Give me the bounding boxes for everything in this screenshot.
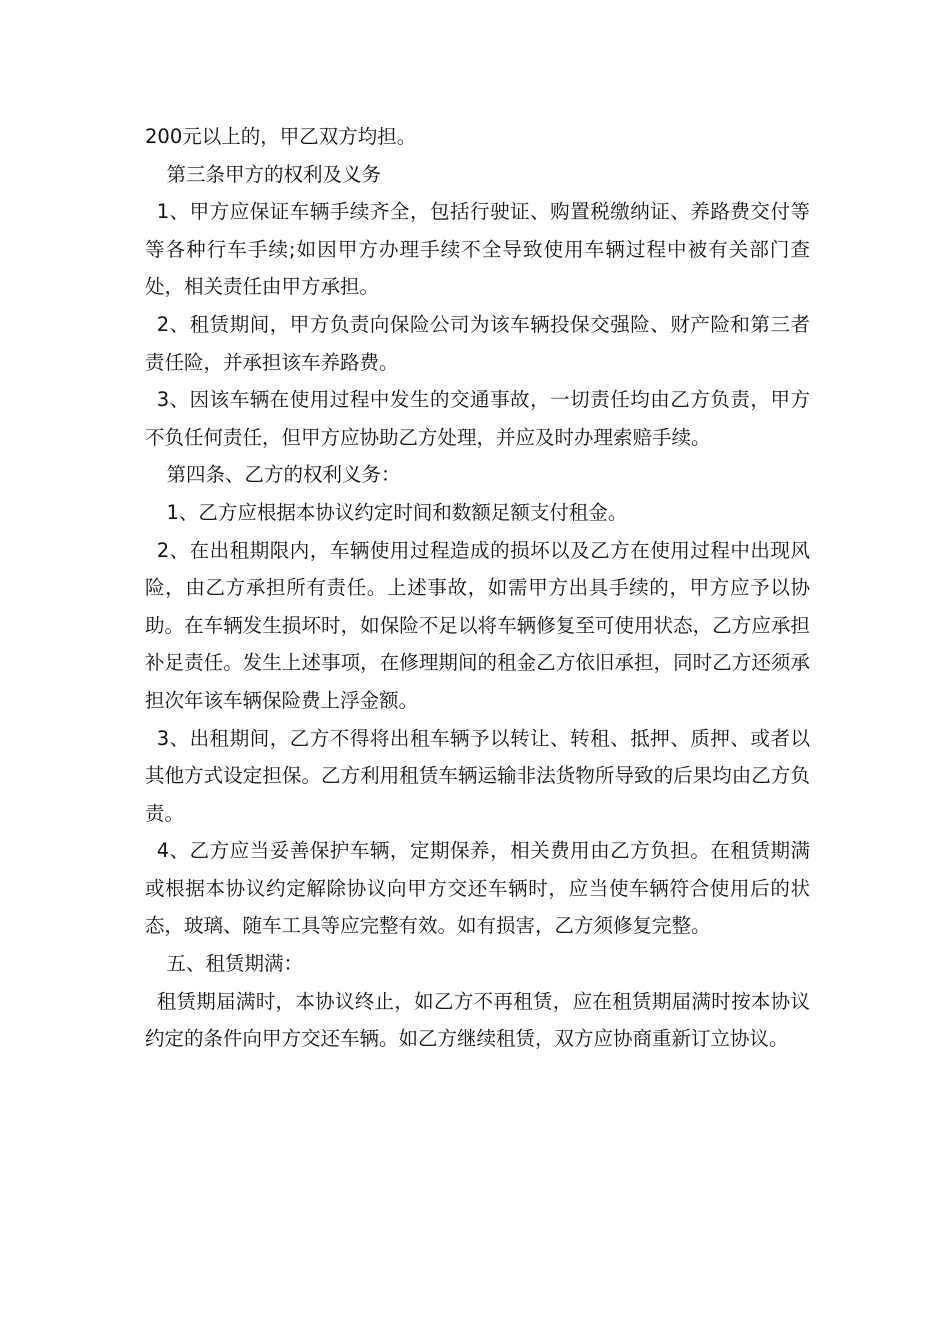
paragraph-article-5-body: 租赁期届满时，本协议终止，如乙方不再租赁，应在租赁期届满时按本协议约定的条件向甲方交还车辆。如乙方继续租赁，双方应协商重新订立协议。 <box>145 989 810 1051</box>
heading-article-4: 第四条、乙方的权利义务： <box>166 463 401 487</box>
paragraph-article-3-item-2: 2、租赁期间，甲方负责向保险公司为该车辆投保交强险、财产险和第三者责任险，并承担该车养路费。 <box>145 312 810 374</box>
paragraph-article-3-item-1: 1、甲方应保证车辆手续齐全，包括行驶证、购置税缴纳证、养路费交付等等各种行车手续;如因甲方办理手续不全导致使用车辆过程中被有关部门查处，相关责任由甲方承担。 <box>145 200 810 299</box>
document-page <box>145 118 810 1058</box>
paragraph-cost-sharing: 200元以上的，甲乙双方均担。 <box>145 125 417 148</box>
paragraph-article-4-item-3: 3、出租期间，乙方不得将出租车辆予以转让、转租、抵押、质押、或者以其他方式设定担保。乙方利用租赁车辆运输非法货物所导致的后果均由乙方负责。 <box>145 726 810 825</box>
paragraph-article-3-item-3: 3、因该车辆在使用过程中发生的交通事故，一切责任均由乙方负责，甲方不负任何责任，但甲方应协助乙方处理，并应及时办理索赔手续。 <box>145 388 810 449</box>
paragraph-article-4-item-4: 4、乙方应当妥善保护车辆，定期保养，相关费用由乙方负担。在租赁期满或根据本协议约定解除协议向甲方交还车辆时，应当使车辆符合使用后的状态，玻璃、随车工具等应完整有效。如有损害，乙方须修复完整。 <box>145 839 810 938</box>
heading-article-3: 第三条甲方的权利及义务 <box>166 162 381 186</box>
paragraph-article-4-item-1: 1、乙方应根据本协议约定时间和数额足额支付租金。 <box>166 500 628 524</box>
heading-article-5: 五、租赁期满： <box>166 952 303 976</box>
paragraph-article-4-item-2: 2、在出租期限内，车辆使用过程造成的损坏以及乙方在使用过程中出现风险，由乙方承担所有责任。上述事故，如需甲方出具手续的，甲方应予以协助。在车辆发生损坏时，如保险不足以将车辆修复至可使用状态，乙方应承担补足责任。发生上述事项，在修理期间的租金乙方依旧承担，同时乙方还须承担次年该车辆保险费上浮金额。 <box>145 538 810 712</box>
